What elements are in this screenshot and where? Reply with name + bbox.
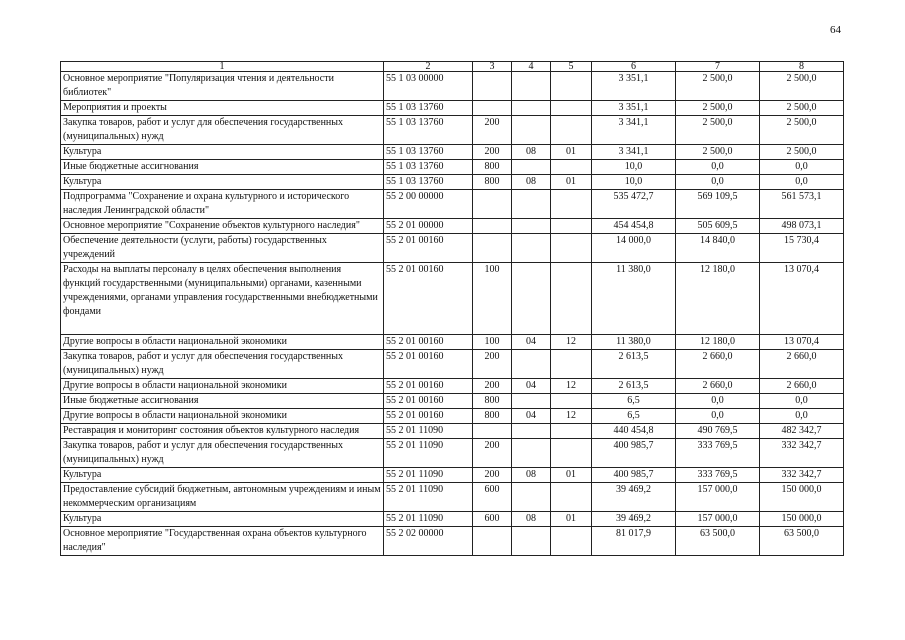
row-name-cell: Основное мероприятие "Сохранение объектов культурного наследия" (61, 219, 384, 234)
row-amount-cell: 39 469,2 (592, 512, 676, 527)
table-body (61, 72, 844, 556)
table-row (61, 263, 844, 335)
row-section-cell (512, 439, 551, 468)
row-code-cell: 55 1 03 13760 (384, 145, 473, 160)
column-header: 2 (384, 62, 473, 72)
row-section-cell (512, 263, 551, 335)
row-name-cell: Культура (61, 175, 384, 190)
row-amount-cell: 6,5 (592, 394, 676, 409)
row-amount-cell: 14 840,0 (676, 234, 760, 263)
row-amount-cell: 2 500,0 (676, 145, 760, 160)
row-amount-cell: 535 472,7 (592, 190, 676, 219)
row-name-cell: Обеспечение деятельности (услуги, работы) государственных учреждений (61, 234, 384, 263)
row-name-cell: Иные бюджетные ассигнования (61, 394, 384, 409)
row-code-cell: 55 2 01 00160 (384, 335, 473, 350)
row-subsection-cell (551, 394, 592, 409)
table-row (61, 439, 844, 468)
row-code-cell: 55 2 01 00160 (384, 379, 473, 394)
row-code-cell: 55 2 00 00000 (384, 190, 473, 219)
row-expense-type-cell: 800 (473, 175, 512, 190)
row-code-cell: 55 1 03 13760 (384, 160, 473, 175)
row-name-cell: Основное мероприятие "Государственная охрана объектов культурного наследия" (61, 527, 384, 556)
table-row (61, 350, 844, 379)
row-amount-cell: 490 769,5 (676, 424, 760, 439)
row-name-cell: Предоставление субсидий бюджетным, автономным учреждениям и иным некоммерческим организациям (61, 483, 384, 512)
row-amount-cell: 81 017,9 (592, 527, 676, 556)
row-subsection-cell: 12 (551, 379, 592, 394)
row-amount-cell: 63 500,0 (760, 527, 844, 556)
row-name-cell: Мероприятия и проекты (61, 101, 384, 116)
row-expense-type-cell: 100 (473, 335, 512, 350)
row-code-cell: 55 2 01 11090 (384, 424, 473, 439)
table-row (61, 527, 844, 556)
row-amount-cell: 454 454,8 (592, 219, 676, 234)
row-section-cell: 08 (512, 512, 551, 527)
table-row (61, 190, 844, 219)
row-amount-cell: 2 660,0 (760, 379, 844, 394)
row-expense-type-cell (473, 424, 512, 439)
row-code-cell: 55 2 01 11090 (384, 468, 473, 483)
row-code-cell: 55 2 01 00160 (384, 394, 473, 409)
row-amount-cell: 157 000,0 (676, 512, 760, 527)
row-section-cell (512, 234, 551, 263)
row-subsection-cell (551, 234, 592, 263)
row-code-cell: 55 2 01 11090 (384, 512, 473, 527)
row-amount-cell: 14 000,0 (592, 234, 676, 263)
row-amount-cell: 150 000,0 (760, 483, 844, 512)
row-expense-type-cell (473, 234, 512, 263)
row-amount-cell: 569 109,5 (676, 190, 760, 219)
row-expense-type-cell: 200 (473, 468, 512, 483)
row-amount-cell: 561 573,1 (760, 190, 844, 219)
row-subsection-cell: 01 (551, 175, 592, 190)
row-subsection-cell (551, 116, 592, 145)
table-row (61, 145, 844, 160)
row-section-cell: 08 (512, 145, 551, 160)
row-expense-type-cell: 200 (473, 145, 512, 160)
row-amount-cell: 0,0 (676, 175, 760, 190)
row-amount-cell: 333 769,5 (676, 468, 760, 483)
row-amount-cell: 2 660,0 (676, 379, 760, 394)
row-amount-cell: 150 000,0 (760, 512, 844, 527)
table-row (61, 394, 844, 409)
page-number: 64 (830, 24, 841, 36)
table-row (61, 160, 844, 175)
row-expense-type-cell (473, 527, 512, 556)
row-amount-cell: 12 180,0 (676, 335, 760, 350)
row-subsection-cell (551, 190, 592, 219)
row-name-cell: Расходы на выплаты персоналу в целях обеспечения выполнения функций государственными (муниципальными) органами, казенными учреждениями, органами управления государственными внебюджетными фондами (61, 263, 384, 335)
row-expense-type-cell: 800 (473, 409, 512, 424)
column-header: 1 (61, 62, 384, 72)
row-section-cell (512, 394, 551, 409)
row-amount-cell: 0,0 (760, 394, 844, 409)
row-section-cell (512, 101, 551, 116)
row-name-cell: Закупка товаров, работ и услуг для обеспечения государственных (муниципальных) нужд (61, 116, 384, 145)
row-name-cell: Другие вопросы в области национальной экономики (61, 409, 384, 424)
row-amount-cell: 2 500,0 (760, 101, 844, 116)
row-expense-type-cell (473, 190, 512, 219)
row-code-cell: 55 2 01 00160 (384, 234, 473, 263)
column-header: 7 (676, 62, 760, 72)
row-name-cell: Иные бюджетные ассигнования (61, 160, 384, 175)
row-amount-cell: 2 500,0 (676, 116, 760, 145)
row-subsection-cell (551, 350, 592, 379)
table-row (61, 379, 844, 394)
row-section-cell: 04 (512, 409, 551, 424)
budget-table (60, 61, 844, 556)
row-amount-cell: 0,0 (676, 394, 760, 409)
row-section-cell (512, 424, 551, 439)
row-amount-cell: 2 500,0 (760, 72, 844, 101)
column-number-row (61, 62, 844, 72)
row-subsection-cell (551, 263, 592, 335)
row-expense-type-cell (473, 219, 512, 234)
row-subsection-cell: 12 (551, 409, 592, 424)
row-code-cell: 55 1 03 00000 (384, 72, 473, 101)
row-name-cell: Закупка товаров, работ и услуг для обеспечения государственных (муниципальных) нужд (61, 439, 384, 468)
row-section-cell: 04 (512, 379, 551, 394)
row-code-cell: 55 1 03 13760 (384, 101, 473, 116)
row-amount-cell: 3 341,1 (592, 145, 676, 160)
row-code-cell: 55 2 02 00000 (384, 527, 473, 556)
row-name-cell: Другие вопросы в области национальной экономики (61, 335, 384, 350)
table-row (61, 409, 844, 424)
table-row (61, 234, 844, 263)
row-amount-cell: 157 000,0 (676, 483, 760, 512)
table-row (61, 512, 844, 527)
column-header: 3 (473, 62, 512, 72)
row-amount-cell: 498 073,1 (760, 219, 844, 234)
row-code-cell: 55 1 03 13760 (384, 175, 473, 190)
row-amount-cell: 13 070,4 (760, 263, 844, 335)
row-amount-cell: 2 500,0 (760, 145, 844, 160)
row-amount-cell: 0,0 (760, 160, 844, 175)
row-code-cell: 55 2 01 00160 (384, 409, 473, 424)
table-row (61, 335, 844, 350)
row-section-cell (512, 160, 551, 175)
row-expense-type-cell: 600 (473, 483, 512, 512)
row-amount-cell: 3 341,1 (592, 116, 676, 145)
row-subsection-cell: 01 (551, 512, 592, 527)
row-amount-cell: 332 342,7 (760, 468, 844, 483)
row-code-cell: 55 2 01 00160 (384, 263, 473, 335)
row-amount-cell: 2 500,0 (676, 101, 760, 116)
row-amount-cell: 2 660,0 (676, 350, 760, 379)
row-expense-type-cell: 600 (473, 512, 512, 527)
row-section-cell (512, 483, 551, 512)
row-code-cell: 55 1 03 13760 (384, 116, 473, 145)
row-name-cell: Основное мероприятие "Популяризация чтения и деятельности библиотек" (61, 72, 384, 101)
row-amount-cell: 2 500,0 (676, 72, 760, 101)
row-amount-cell: 0,0 (676, 409, 760, 424)
row-amount-cell: 11 380,0 (592, 263, 676, 335)
row-amount-cell: 39 469,2 (592, 483, 676, 512)
row-subsection-cell: 01 (551, 468, 592, 483)
row-name-cell: Реставрация и мониторинг состояния объектов культурного наследия (61, 424, 384, 439)
row-code-cell: 55 2 01 00160 (384, 350, 473, 379)
row-section-cell (512, 116, 551, 145)
row-amount-cell: 2 500,0 (760, 116, 844, 145)
row-expense-type-cell: 100 (473, 263, 512, 335)
row-name-cell: Другие вопросы в области национальной экономики (61, 379, 384, 394)
row-amount-cell: 2 613,5 (592, 350, 676, 379)
row-section-cell: 08 (512, 175, 551, 190)
table-row (61, 72, 844, 101)
row-section-cell (512, 72, 551, 101)
table-row (61, 483, 844, 512)
row-amount-cell: 0,0 (760, 409, 844, 424)
row-code-cell: 55 2 01 11090 (384, 439, 473, 468)
row-expense-type-cell: 200 (473, 439, 512, 468)
row-name-cell: Культура (61, 468, 384, 483)
row-name-cell: Закупка товаров, работ и услуг для обеспечения государственных (муниципальных) нужд (61, 350, 384, 379)
column-header: 4 (512, 62, 551, 72)
row-subsection-cell (551, 439, 592, 468)
row-subsection-cell (551, 483, 592, 512)
row-name-cell: Культура (61, 512, 384, 527)
row-subsection-cell (551, 101, 592, 116)
row-expense-type-cell: 800 (473, 394, 512, 409)
row-section-cell (512, 527, 551, 556)
row-amount-cell: 0,0 (676, 160, 760, 175)
row-subsection-cell (551, 219, 592, 234)
table-row (61, 101, 844, 116)
table-row (61, 219, 844, 234)
row-name-cell: Подпрограмма "Сохранение и охрана культурного и исторического наследия Ленинградской области" (61, 190, 384, 219)
row-expense-type-cell (473, 101, 512, 116)
row-expense-type-cell: 200 (473, 379, 512, 394)
row-expense-type-cell: 200 (473, 116, 512, 145)
row-subsection-cell: 01 (551, 145, 592, 160)
row-amount-cell: 10,0 (592, 175, 676, 190)
row-amount-cell: 10,0 (592, 160, 676, 175)
row-code-cell: 55 2 01 11090 (384, 483, 473, 512)
table-row (61, 175, 844, 190)
column-header: 5 (551, 62, 592, 72)
row-subsection-cell (551, 160, 592, 175)
row-expense-type-cell: 800 (473, 160, 512, 175)
table-row (61, 424, 844, 439)
row-subsection-cell (551, 527, 592, 556)
row-section-cell: 08 (512, 468, 551, 483)
row-expense-type-cell (473, 72, 512, 101)
row-amount-cell: 440 454,8 (592, 424, 676, 439)
row-amount-cell: 15 730,4 (760, 234, 844, 263)
row-amount-cell: 2 660,0 (760, 350, 844, 379)
row-code-cell: 55 2 01 00000 (384, 219, 473, 234)
row-subsection-cell (551, 72, 592, 101)
table-row (61, 468, 844, 483)
row-amount-cell: 3 351,1 (592, 101, 676, 116)
column-header: 8 (760, 62, 844, 72)
row-section-cell: 04 (512, 335, 551, 350)
table-row (61, 116, 844, 145)
row-amount-cell: 2 613,5 (592, 379, 676, 394)
row-amount-cell: 3 351,1 (592, 72, 676, 101)
row-amount-cell: 6,5 (592, 409, 676, 424)
row-amount-cell: 333 769,5 (676, 439, 760, 468)
row-amount-cell: 63 500,0 (676, 527, 760, 556)
row-section-cell (512, 350, 551, 379)
row-amount-cell: 12 180,0 (676, 263, 760, 335)
row-name-cell: Культура (61, 145, 384, 160)
row-amount-cell: 0,0 (760, 175, 844, 190)
column-header: 6 (592, 62, 676, 72)
row-section-cell (512, 219, 551, 234)
row-amount-cell: 332 342,7 (760, 439, 844, 468)
row-amount-cell: 482 342,7 (760, 424, 844, 439)
row-amount-cell: 11 380,0 (592, 335, 676, 350)
row-expense-type-cell: 200 (473, 350, 512, 379)
row-subsection-cell: 12 (551, 335, 592, 350)
row-amount-cell: 400 985,7 (592, 468, 676, 483)
row-section-cell (512, 190, 551, 219)
row-amount-cell: 400 985,7 (592, 439, 676, 468)
row-amount-cell: 13 070,4 (760, 335, 844, 350)
row-amount-cell: 505 609,5 (676, 219, 760, 234)
row-subsection-cell (551, 424, 592, 439)
